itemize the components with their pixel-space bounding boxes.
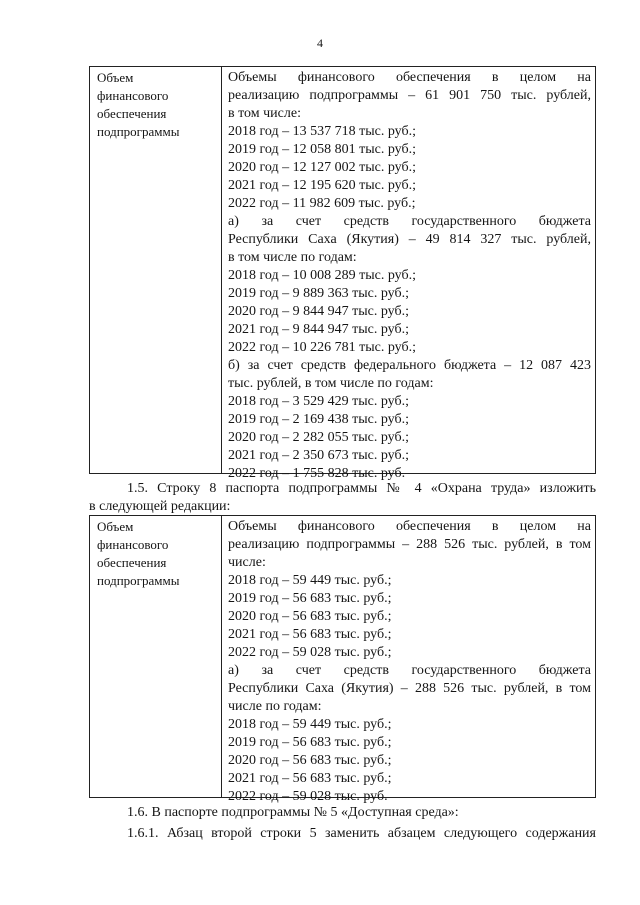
label-line: обеспечения xyxy=(97,555,167,570)
text-line: 2022 год – 10 226 781 тыс. руб.; xyxy=(228,340,416,355)
table-label-cell xyxy=(90,516,222,797)
text-line: 2022 год – 59 028 тыс. руб. xyxy=(228,789,388,804)
text-line: Республики Саха (Якутия) – 49 814 327 тыс. рублей, xyxy=(228,232,591,247)
paragraph-1-5 xyxy=(89,480,596,516)
text-line: тыс. рублей, в том числе по годам: xyxy=(228,376,434,391)
text-line: 2020 год – 12 127 002 тыс. руб.; xyxy=(228,160,416,175)
page-number: 4 xyxy=(317,36,323,50)
text-line: реализацию подпрограммы – 61 901 750 тыс. рублей, xyxy=(228,88,591,103)
text-line: в том числе: xyxy=(228,106,301,121)
label-line: финансового xyxy=(97,537,169,552)
text-line: 2022 год – 1 755 828 тыс. руб. xyxy=(228,466,406,481)
paragraph-1-6-1 xyxy=(89,825,596,843)
table-text-cell xyxy=(222,516,595,804)
text-line: в том числе по годам: xyxy=(228,250,357,265)
text-line: реализацию подпрограммы – 288 526 тыс. рублей, в том xyxy=(228,537,591,552)
paragraph-line: 1.6. В паспорте подпрограммы № 5 «Доступная среда»: xyxy=(127,805,459,820)
funding-table-labor-protection xyxy=(89,515,596,804)
paragraph-line: в следующей редакции: xyxy=(89,499,231,514)
text-line: 2021 год – 56 683 тыс. руб.; xyxy=(228,627,392,642)
text-line: 2022 год – 11 982 609 тыс. руб.; xyxy=(228,196,416,211)
text-line: числе по годам: xyxy=(228,699,322,714)
paragraph-1-6 xyxy=(89,804,596,822)
text-line: 2019 год – 56 683 тыс. руб.; xyxy=(228,591,392,606)
text-line: 2019 год – 2 169 438 тыс. руб.; xyxy=(228,412,409,427)
paragraph-line: 1.5. Строку 8 паспорта подпрограммы № 4 «Охрана труда» изложить xyxy=(127,481,596,496)
text-line: 2021 год – 9 844 947 тыс. руб.; xyxy=(228,322,409,337)
text-line: 2018 год – 3 529 429 тыс. руб.; xyxy=(228,394,409,409)
text-line: 2020 год – 56 683 тыс. руб.; xyxy=(228,609,392,624)
table-text-cell xyxy=(222,67,595,481)
label-line: финансового xyxy=(97,88,169,103)
text-line: 2021 год – 56 683 тыс. руб.; xyxy=(228,771,392,786)
text-line: 2021 год – 12 195 620 тыс. руб.; xyxy=(228,178,416,193)
text-line: 2019 год – 9 889 363 тыс. руб.; xyxy=(228,286,409,301)
label-line: Объем xyxy=(97,70,134,85)
text-line: 2019 год – 12 058 801 тыс. руб.; xyxy=(228,142,416,157)
label-line: подпрограммы xyxy=(97,573,180,588)
text-line: б) за счет средств федерального бюджета – 12 087 423 xyxy=(228,358,591,373)
text-line: 2018 год – 59 449 тыс. руб.; xyxy=(228,717,392,732)
text-line: а) за счет средств государственного бюджета xyxy=(228,663,591,678)
paragraph-line: 1.6.1. Абзац второй строки 5 заменить абзацем следующего содержания xyxy=(127,826,596,841)
label-line: подпрограммы xyxy=(97,124,180,139)
text-line: 2018 год – 59 449 тыс. руб.; xyxy=(228,573,392,588)
table-label-cell xyxy=(90,67,222,473)
text-line: Республики Саха (Якутия) – 288 526 тыс. рублей, в том xyxy=(228,681,591,696)
text-line: 2019 год – 56 683 тыс. руб.; xyxy=(228,735,392,750)
label-line: Объем xyxy=(97,519,134,534)
text-line: Объемы финансового обеспечения в целом на xyxy=(228,70,591,85)
text-line: 2021 год – 2 350 673 тыс. руб.; xyxy=(228,448,409,463)
text-line: 2022 год – 59 028 тыс. руб.; xyxy=(228,645,392,660)
funding-table-subprogram xyxy=(89,66,596,481)
text-line: 2018 год – 13 537 718 тыс. руб.; xyxy=(228,124,416,139)
text-line: 2020 год – 9 844 947 тыс. руб.; xyxy=(228,304,409,319)
text-line: 2020 год – 56 683 тыс. руб.; xyxy=(228,753,392,768)
text-line: числе: xyxy=(228,555,266,570)
label-line: обеспечения xyxy=(97,106,167,121)
text-line: 2018 год – 10 008 289 тыс. руб.; xyxy=(228,268,416,283)
text-line: а) за счет средств государственного бюджета xyxy=(228,214,591,229)
text-line: 2020 год – 2 282 055 тыс. руб.; xyxy=(228,430,409,445)
text-line: Объемы финансового обеспечения в целом на xyxy=(228,519,591,534)
